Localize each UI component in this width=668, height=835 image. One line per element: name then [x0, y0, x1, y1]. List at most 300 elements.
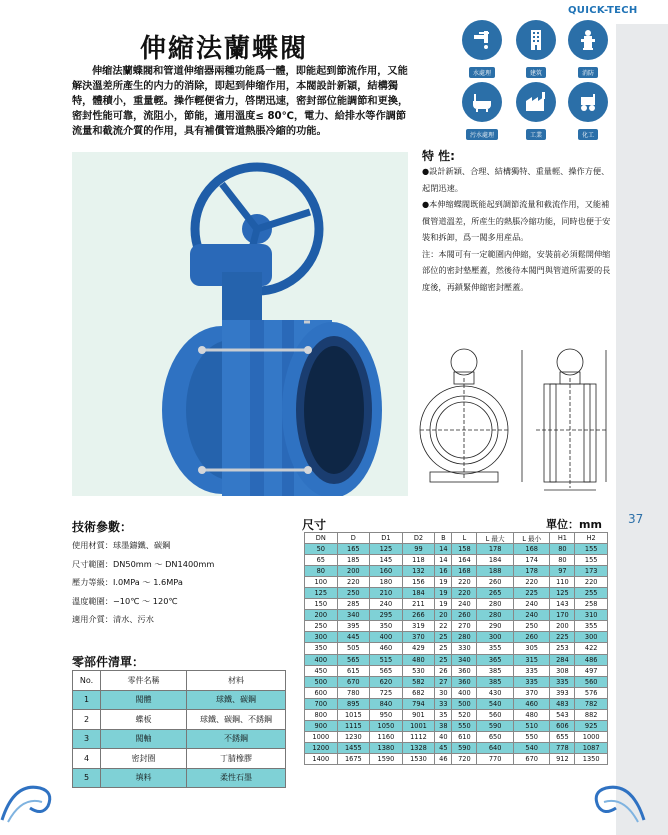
parts-cell: 球鐵、碳鋼	[187, 690, 286, 710]
dim-cell: 1000	[305, 731, 338, 742]
dim-cell: 486	[575, 654, 608, 665]
dim-cell: 483	[550, 698, 575, 709]
dim-cell: 285	[337, 599, 370, 610]
dim-cell: 240	[370, 599, 403, 610]
dim-cell: 173	[575, 566, 608, 577]
dim-cell: 778	[550, 742, 575, 753]
dim-cell: 19	[435, 577, 452, 588]
dim-cell: 19	[435, 599, 452, 610]
parts-cell: 閥體	[101, 690, 187, 710]
dim-cell: 80	[550, 544, 575, 555]
dimensions-row	[305, 665, 608, 676]
dim-header: H2	[575, 533, 608, 544]
dim-header: B	[435, 533, 452, 544]
parts-list-title: 零部件清單：	[72, 655, 145, 669]
dim-cell: 1115	[337, 720, 370, 731]
dim-cell: 97	[550, 566, 575, 577]
dim-cell: 210	[370, 588, 403, 599]
fire-hydrant-icon	[568, 20, 608, 60]
dimensions-row	[305, 566, 608, 577]
dim-cell: 46	[435, 753, 452, 764]
dim-header: D	[337, 533, 370, 544]
dim-cell: 1350	[575, 753, 608, 764]
parts-row	[73, 768, 286, 788]
dim-cell: 25	[435, 643, 452, 654]
dimensions-row	[305, 698, 608, 709]
dim-cell: 50	[305, 544, 338, 555]
icon-label: 消防	[578, 67, 598, 78]
dim-cell: 565	[337, 654, 370, 665]
dim-cell: 160	[370, 566, 403, 577]
dim-cell: 393	[550, 687, 575, 698]
dim-cell: 180	[370, 577, 403, 588]
dim-cell: 385	[477, 665, 514, 676]
dim-cell: 550	[452, 720, 477, 731]
dim-cell: 300	[305, 632, 338, 643]
dim-cell: 30	[435, 687, 452, 698]
dim-cell: 882	[575, 709, 608, 720]
dim-cell: 950	[370, 709, 403, 720]
dim-cell: 540	[477, 698, 514, 709]
parts-row	[73, 749, 286, 769]
dim-cell: 19	[435, 588, 452, 599]
wave-ornament-left	[0, 776, 60, 826]
dim-cell: 38	[435, 720, 452, 731]
dim-cell: 280	[477, 599, 514, 610]
parts-cell: 3	[73, 729, 101, 749]
brand-logo: QUICK-TECH	[568, 5, 638, 16]
dim-cell: 670	[513, 753, 550, 764]
dimensions-row	[305, 753, 608, 764]
dim-cell: 290	[477, 621, 514, 632]
dim-cell: 260	[513, 632, 550, 643]
dim-cell: 330	[452, 643, 477, 654]
dim-cell: 670	[337, 676, 370, 687]
dim-cell: 370	[513, 687, 550, 698]
dim-cell: 184	[477, 555, 514, 566]
dim-cell: 445	[337, 632, 370, 643]
dim-cell: 355	[477, 643, 514, 654]
dimensions-row	[305, 544, 608, 555]
icon-cell-fire	[568, 20, 608, 79]
dim-cell: 14	[435, 555, 452, 566]
dim-cell: 27	[435, 676, 452, 687]
page-title: 伸縮法蘭蝶閥	[140, 34, 309, 64]
parts-cell: 填料	[101, 768, 187, 788]
dim-cell: 360	[452, 665, 477, 676]
dim-cell: 840	[370, 698, 403, 709]
dim-cell: 225	[550, 632, 575, 643]
dim-cell: 640	[477, 742, 514, 753]
dim-cell: 720	[452, 753, 477, 764]
technical-drawings	[416, 338, 612, 498]
dim-cell: 682	[402, 687, 435, 698]
dim-cell: 310	[575, 610, 608, 621]
dim-cell: 400	[305, 654, 338, 665]
dim-cell: 480	[513, 709, 550, 720]
dim-cell: 305	[513, 643, 550, 654]
dim-cell: 25	[435, 632, 452, 643]
dim-cell: 1000	[575, 731, 608, 742]
pump-cart-icon	[568, 82, 608, 122]
dim-cell: 155	[575, 555, 608, 566]
dim-cell: 225	[513, 588, 550, 599]
icon-cell-industry	[516, 82, 556, 141]
tech-params-title: 技術參數：	[72, 520, 133, 534]
dim-cell: 422	[575, 643, 608, 654]
dim-cell: 460	[513, 698, 550, 709]
dim-cell: 319	[402, 621, 435, 632]
dim-cell: 253	[550, 643, 575, 654]
dim-cell: 266	[402, 610, 435, 621]
dim-cell: 265	[477, 588, 514, 599]
dim-cell: 520	[452, 709, 477, 720]
dim-cell: 550	[513, 731, 550, 742]
dim-cell: 530	[402, 665, 435, 676]
parts-cell: 柔性石墨	[187, 768, 286, 788]
dim-cell: 250	[513, 621, 550, 632]
parts-header-material: 材料	[187, 671, 286, 691]
tech-param-line: 尺寸範圍：DN50mm ～ DN1400mm	[72, 558, 215, 569]
dim-cell: 1675	[337, 753, 370, 764]
dim-cell: 350	[370, 621, 403, 632]
dimensions-table	[304, 532, 608, 765]
dim-cell: 26	[435, 665, 452, 676]
dim-cell: 1050	[370, 720, 403, 731]
dim-cell: 188	[477, 566, 514, 577]
dim-cell: 370	[402, 632, 435, 643]
faucet-icon	[462, 20, 502, 60]
dim-cell: 340	[452, 654, 477, 665]
dim-cell: 1001	[402, 720, 435, 731]
dimensions-row	[305, 610, 608, 621]
dim-cell: 590	[477, 720, 514, 731]
dim-cell: 220	[452, 577, 477, 588]
parts-cell: 蝶板	[101, 710, 187, 730]
wave-ornament-right	[586, 776, 646, 826]
parts-cell: 不銹鋼	[187, 729, 286, 749]
valve-photo	[72, 152, 408, 496]
dim-cell: 40	[435, 731, 452, 742]
icon-label: 工業	[526, 129, 546, 140]
dimensions-row	[305, 577, 608, 588]
parts-cell: 閥軸	[101, 729, 187, 749]
dimensions-row	[305, 731, 608, 742]
icon-cell-sewage	[462, 82, 502, 141]
dim-cell: 284	[550, 654, 575, 665]
dim-cell: 340	[337, 610, 370, 621]
dim-cell: 395	[337, 621, 370, 632]
dim-cell: 132	[402, 566, 435, 577]
tech-param-line: 適用介質：清水、污水	[72, 614, 154, 624]
dimensions-row	[305, 654, 608, 665]
dim-cell: 429	[402, 643, 435, 654]
dim-cell: 450	[305, 665, 338, 676]
dim-cell: 125	[370, 544, 403, 555]
tech-param-line: 溫度範圍：−10℃ ～ 120℃	[72, 595, 178, 606]
dim-cell: 308	[550, 665, 575, 676]
dim-cell: 500	[305, 676, 338, 687]
dim-cell: 260	[477, 577, 514, 588]
feature-item: ●本伸缩蝶閥既能起到調節流量和截流作用，又能補償管道溫差，所産生的熱脹冷縮功能，同時也便于安裝和拆卸，爲一閥多用産品。	[422, 199, 611, 242]
dim-cell: 655	[550, 731, 575, 742]
dimensions-row	[305, 709, 608, 720]
dim-header: L 最大	[477, 533, 514, 544]
dim-cell: 255	[575, 588, 608, 599]
dim-cell: 295	[370, 610, 403, 621]
dim-cell: 780	[337, 687, 370, 698]
tech-param-line: 使用材質：球墨鑄鐵、碳鋼	[72, 540, 171, 550]
dim-cell: 1380	[370, 742, 403, 753]
parts-cell: 密封圈	[101, 749, 187, 769]
dimensions-row	[305, 632, 608, 643]
dim-cell: 620	[370, 676, 403, 687]
dim-cell: 200	[550, 621, 575, 632]
dim-header: H1	[550, 533, 575, 544]
dim-cell: 20	[435, 610, 452, 621]
building-icon	[516, 20, 556, 60]
dim-cell: 1400	[305, 753, 338, 764]
dim-cell: 1160	[370, 731, 403, 742]
parts-row	[73, 690, 286, 710]
icon-label: 污水處理	[466, 129, 498, 140]
dim-cell: 1112	[402, 731, 435, 742]
dim-cell: 211	[402, 599, 435, 610]
icon-label: 建筑	[526, 67, 546, 78]
dim-cell: 925	[575, 720, 608, 731]
dim-cell: 794	[402, 698, 435, 709]
dim-cell: 770	[477, 753, 514, 764]
dim-header: L 最小	[513, 533, 550, 544]
dim-cell: 258	[575, 599, 608, 610]
tech-params-list	[72, 536, 292, 629]
dim-cell: 1530	[402, 753, 435, 764]
dimensions-row	[305, 742, 608, 753]
dim-cell: 260	[452, 610, 477, 621]
dim-cell: 125	[305, 588, 338, 599]
dim-cell: 185	[337, 555, 370, 566]
dim-cell: 200	[305, 610, 338, 621]
dim-cell: 22	[435, 621, 452, 632]
dim-cell: 505	[337, 643, 370, 654]
dim-cell: 80	[305, 566, 338, 577]
dim-cell: 250	[337, 588, 370, 599]
dim-cell: 33	[435, 698, 452, 709]
dim-cell: 1328	[402, 742, 435, 753]
tech-param-line: 壓力等級：I.0MPa ～ 1.6MPa	[72, 577, 183, 587]
dim-cell: 155	[575, 544, 608, 555]
dim-cell: 158	[452, 544, 477, 555]
dim-cell: 1087	[575, 742, 608, 753]
dim-cell: 430	[477, 687, 514, 698]
icon-cell-water	[462, 20, 502, 79]
dim-cell: 460	[370, 643, 403, 654]
dim-cell: 14	[435, 544, 452, 555]
dim-cell: 110	[550, 577, 575, 588]
page-number: 37	[628, 512, 644, 526]
dim-cell: 118	[402, 555, 435, 566]
dim-cell: 280	[452, 632, 477, 643]
dim-cell: 100	[305, 577, 338, 588]
dim-cell: 240	[513, 599, 550, 610]
dim-cell: 184	[402, 588, 435, 599]
dim-cell: 335	[513, 665, 550, 676]
dim-cell: 220	[337, 577, 370, 588]
dim-cell: 497	[575, 665, 608, 676]
dim-cell: 540	[513, 742, 550, 753]
dim-cell: 650	[477, 731, 514, 742]
dim-cell: 300	[477, 632, 514, 643]
parts-cell: 5	[73, 768, 101, 788]
dim-cell: 16	[435, 566, 452, 577]
dim-cell: 725	[370, 687, 403, 698]
dim-cell: 178	[513, 566, 550, 577]
dim-cell: 400	[452, 687, 477, 698]
dim-cell: 99	[402, 544, 435, 555]
dim-cell: 350	[305, 643, 338, 654]
dim-cell: 220	[513, 577, 550, 588]
dim-header: D2	[402, 533, 435, 544]
parts-header-name: 零件名稱	[101, 671, 187, 691]
dim-cell: 590	[452, 742, 477, 753]
dim-cell: 510	[513, 720, 550, 731]
dim-cell: 543	[550, 709, 575, 720]
dim-cell: 615	[337, 665, 370, 676]
dim-cell: 335	[513, 676, 550, 687]
dim-cell: 335	[550, 676, 575, 687]
dim-cell: 901	[402, 709, 435, 720]
dim-cell: 220	[452, 588, 477, 599]
dim-cell: 800	[305, 709, 338, 720]
dim-cell: 178	[477, 544, 514, 555]
parts-cell: 4	[73, 749, 101, 769]
dim-cell: 45	[435, 742, 452, 753]
dimensions-row	[305, 599, 608, 610]
dim-cell: 355	[575, 621, 608, 632]
dim-cell: 600	[305, 687, 338, 698]
dim-cell: 315	[513, 654, 550, 665]
dim-cell: 400	[370, 632, 403, 643]
dim-cell: 912	[550, 753, 575, 764]
dim-cell: 250	[305, 621, 338, 632]
dim-cell: 895	[337, 698, 370, 709]
dim-cell: 385	[477, 676, 514, 687]
dim-cell: 270	[452, 621, 477, 632]
dim-cell: 560	[575, 676, 608, 687]
dim-cell: 125	[550, 588, 575, 599]
dim-cell: 480	[402, 654, 435, 665]
parts-row	[73, 710, 286, 730]
dim-cell: 360	[452, 676, 477, 687]
dim-cell: 150	[305, 599, 338, 610]
application-icons	[462, 20, 610, 140]
parts-row	[73, 729, 286, 749]
dim-cell: 1230	[337, 731, 370, 742]
dim-cell: 365	[477, 654, 514, 665]
right-margin-band	[616, 24, 668, 835]
dim-cell: 576	[575, 687, 608, 698]
dim-header: DN	[305, 533, 338, 544]
parts-cell: 2	[73, 710, 101, 730]
dim-cell: 156	[402, 577, 435, 588]
dimensions-row	[305, 588, 608, 599]
dim-cell: 515	[370, 654, 403, 665]
dimensions-unit: 單位：mm	[546, 518, 602, 531]
features-list	[422, 163, 614, 295]
dim-cell: 35	[435, 709, 452, 720]
parts-cell: 球鐵、碳鋼、不銹鋼	[187, 710, 286, 730]
dimensions-row	[305, 687, 608, 698]
dim-cell: 565	[370, 665, 403, 676]
dim-cell: 143	[550, 599, 575, 610]
dim-cell: 500	[452, 698, 477, 709]
dimensions-row	[305, 720, 608, 731]
dim-cell: 200	[337, 566, 370, 577]
dimensions-row	[305, 555, 608, 566]
dimensions-row	[305, 676, 608, 687]
dim-cell: 1015	[337, 709, 370, 720]
dim-cell: 606	[550, 720, 575, 731]
dim-cell: 25	[435, 654, 452, 665]
parts-header-no: No.	[73, 671, 101, 691]
dim-cell: 220	[575, 577, 608, 588]
icon-cell-building	[516, 20, 556, 79]
dim-cell: 610	[452, 731, 477, 742]
features-title: 特 性:	[422, 149, 455, 163]
dim-cell: 174	[513, 555, 550, 566]
icon-cell-chemical	[568, 82, 608, 141]
icon-label: 水處理	[469, 67, 495, 78]
dim-cell: 900	[305, 720, 338, 731]
dim-cell: 165	[337, 544, 370, 555]
dim-cell: 164	[452, 555, 477, 566]
dim-cell: 240	[513, 610, 550, 621]
dim-cell: 168	[513, 544, 550, 555]
dim-cell: 170	[550, 610, 575, 621]
dim-cell: 560	[477, 709, 514, 720]
feature-item: ●設計新穎、合理、結構獨特、重量輕、操作方便、起閉迅速。	[422, 166, 610, 193]
parts-header-row	[73, 671, 286, 691]
dim-cell: 582	[402, 676, 435, 687]
dim-cell: 700	[305, 698, 338, 709]
dim-cell: 65	[305, 555, 338, 566]
intro-paragraph: 伸缩法蘭蝶閥和管道伸缩器兩種功能爲一體，即能起到節流作用，又能解決溫差所產生的内力的消除，即起到伸缩作用，本閥設計新穎，結構獨特，體積小，重量輕。操作輕便省力，啓閉迅速，密封部位能調節和更換，密封性能可靠，流阻小，節能，適用溫度≤ 80℃，電力、給排水等作調節流量和截流介質的作用，具有補償管道熱脹冷縮的功能。	[72, 66, 409, 137]
parts-cell: 1	[73, 690, 101, 710]
dim-cell: 168	[452, 566, 477, 577]
feature-note: 注：本閥可有一定範圍内伸縮，安裝前必須鬆開伸缩部位的密封墊壓蓋，然後待本閥門與管道所需要的長度後，再鎖緊伸縮密封壓蓋。	[422, 248, 611, 292]
dim-cell: 1200	[305, 742, 338, 753]
dimensions-row	[305, 643, 608, 654]
dim-cell: 80	[550, 555, 575, 566]
dimensions-row	[305, 621, 608, 632]
dim-cell: 145	[370, 555, 403, 566]
parts-cell: 丁腈橡膠	[187, 749, 286, 769]
dim-cell: 782	[575, 698, 608, 709]
dim-cell: 280	[477, 610, 514, 621]
dim-cell: 300	[575, 632, 608, 643]
dim-header: D1	[370, 533, 403, 544]
dim-cell: 240	[452, 599, 477, 610]
dim-cell: 1590	[370, 753, 403, 764]
factory-icon	[516, 82, 556, 122]
dimensions-header-row	[305, 533, 608, 544]
bathtub-icon	[462, 82, 502, 122]
dim-cell: 1455	[337, 742, 370, 753]
icon-label: 化工	[578, 129, 598, 140]
dim-header: L	[452, 533, 477, 544]
dimensions-title: 尺寸	[302, 518, 327, 532]
parts-table	[72, 670, 286, 788]
